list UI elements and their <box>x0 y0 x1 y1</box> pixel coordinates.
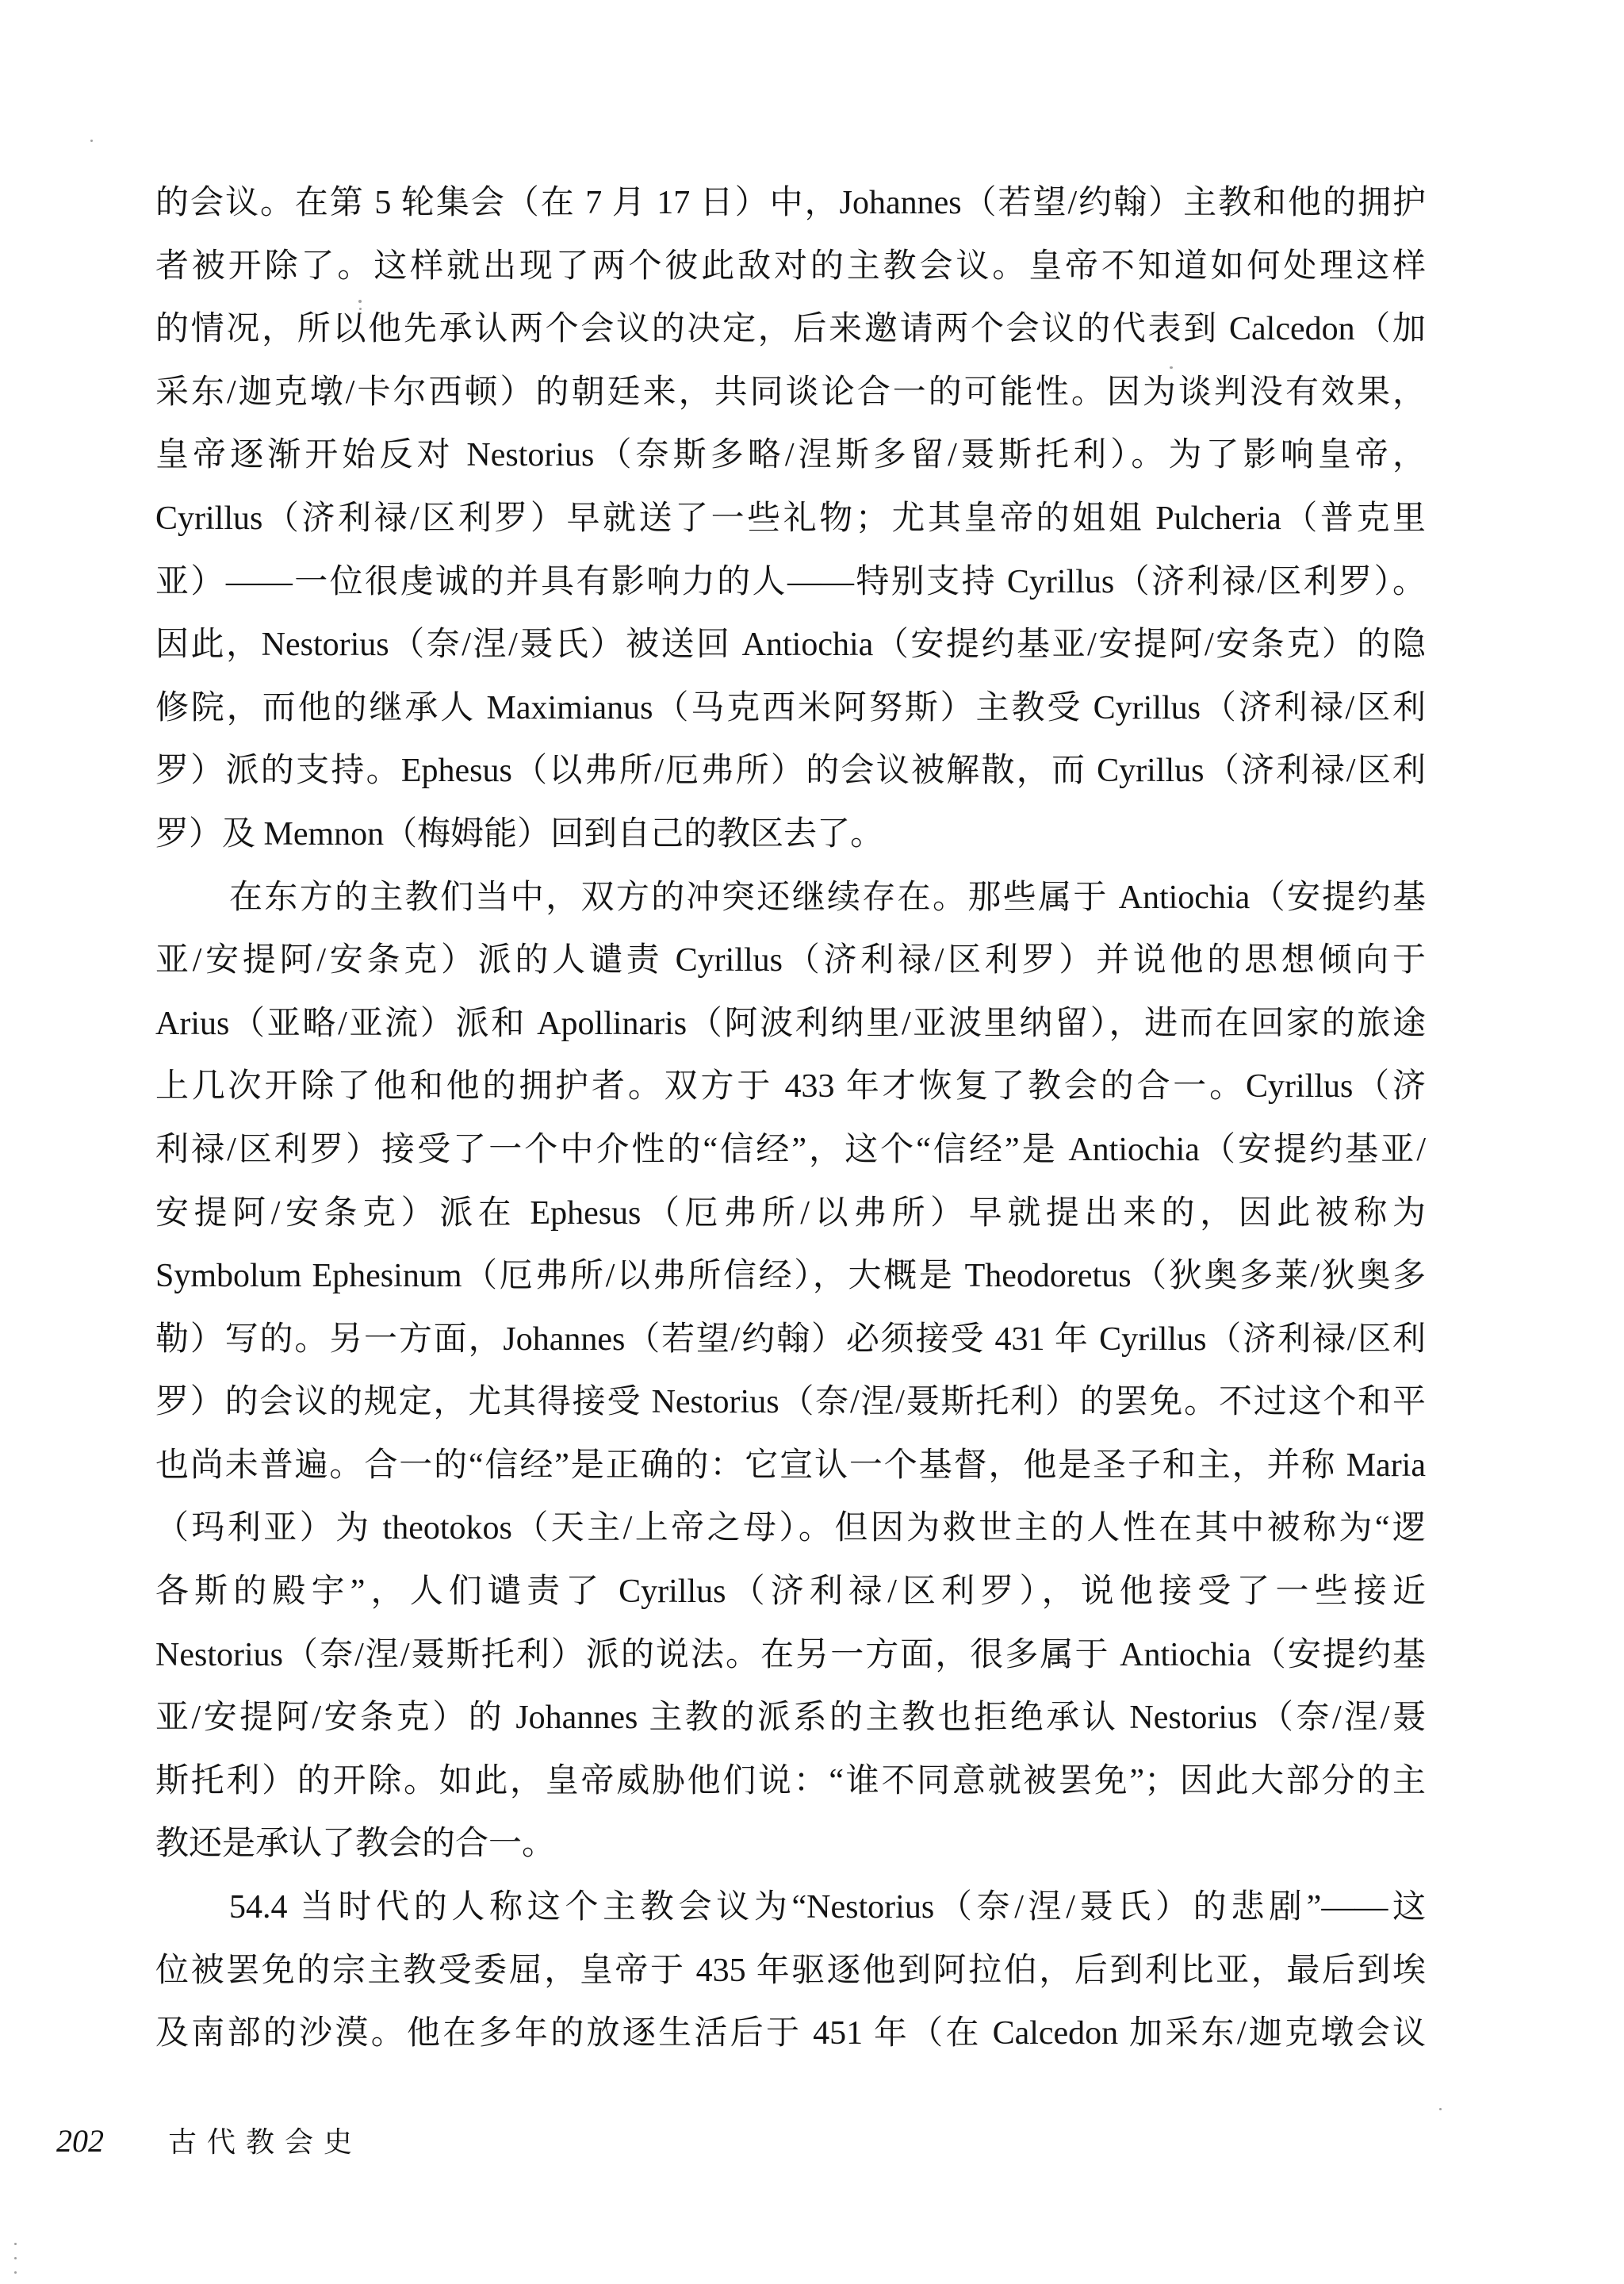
text-line: 的会议。在第 5 轮集会（在 7 月 17 日）中，Johannes（若望/约翰）主教和他的拥护 <box>155 185 1426 221</box>
text-line: 也尚未普遍。合一的“信经”是正确的：它宣认一个基督，他是圣子和主，并称 Maria <box>155 1447 1426 1484</box>
scan-speck <box>14 2257 17 2259</box>
text-line: 亚/安提阿/安条克）派的人谴责 Cyrillus（济利禄/区利罗）并说他的思想倾向于 <box>155 942 1426 979</box>
text-line: 斯托利）的开除。如此，皇帝威胁他们说：“谁不同意就被罢免”；因此大部分的主 <box>155 1762 1426 1799</box>
text-line: Symbolum Ephesinum（厄弗所/以弗所信经），大概是 Theodoretus（狄奥多莱/狄奥多 <box>155 1258 1426 1295</box>
paragraph <box>155 1876 1426 2066</box>
text-line: 因此，Nestorius（奈/涅/聂氏）被送回 Antiochia（安提约基亚/安提阿/安条克）的隐 <box>155 627 1426 664</box>
text-line: 上几次开除了他和他的拥护者。双方于 433 年才恢复了教会的合一。Cyrillus（济 <box>155 1068 1426 1106</box>
running-footer-title: 古代教会史 <box>168 2126 363 2158</box>
scan-speck <box>1439 2108 1442 2110</box>
text-line: 各斯的殿宇”，人们谴责了 Cyrillus（济利禄/区利罗），说他接受了一些接近 <box>155 1573 1426 1611</box>
text-line: 修院，而他的继承人 Maximianus（马克西米阿努斯）主教受 Cyrillus（济利禄/区利 <box>155 689 1426 726</box>
text-line: 及南部的沙漠。他在多年的放逐生活后于 451 年（在 Calcedon 加采东/迦克墩会议 <box>155 2015 1426 2052</box>
text-line: 在东方的主教们当中，双方的冲突还继续存在。那些属于 Antiochia（安提约基 <box>229 879 1426 916</box>
scan-speck <box>358 300 362 303</box>
text-line: 勒）写的。另一方面，Johannes（若望/约翰）必须接受 431 年 Cyrillus（济利禄/区利 <box>155 1320 1426 1358</box>
text-line: 54.4 当时代的人称这个主教会议为“Nestorius（奈/涅/聂氏）的悲剧”——这 <box>229 1889 1426 1926</box>
text-line: 罗）派的支持。Ephesus（以弗所/厄弗所）的会议被解散，而 Cyrillus（济利禄/区利 <box>155 753 1426 790</box>
scan-speck <box>90 140 93 142</box>
scan-speck <box>359 308 362 310</box>
page-body <box>155 172 1426 2066</box>
text-line: 者被开除了。这样就出现了两个彼此敌对的主教会议。皇帝不知道如何处理这样 <box>155 247 1426 285</box>
scan-speck <box>14 2271 17 2274</box>
page-number: 202 <box>56 2123 104 2159</box>
text-line: 采东/迦克墩/卡尔西顿）的朝廷来，共同谈论合一的可能性。因为谈判没有效果， <box>155 374 1426 411</box>
text-line: （玛利亚）为 theotokos（天主/上帝之母）。但因为救世主的人性在其中被称为“逻 <box>155 1510 1426 1547</box>
text-line: 利禄/区利罗）接受了一个中介性的“信经”，这个“信经”是 Antiochia（安提约基亚/ <box>155 1131 1426 1168</box>
text-line: 罗）的会议的规定，尤其得接受 Nestorius（奈/涅/聂斯托利）的罢免。不过这个和平 <box>155 1384 1426 1421</box>
text-line: 亚）——一位很虔诚的并具有影响力的人——特别支持 Cyrillus（济利禄/区利罗）。 <box>155 563 1426 600</box>
text-line: 罗）及 Memnon（梅姆能）回到自己的教区去了。 <box>155 815 884 853</box>
text-line: 亚/安提阿/安条克）的 Johannes 主教的派系的主教也拒绝承认 Nestorius（奈/涅/聂 <box>155 1700 1426 1737</box>
text-line: 皇帝逐渐开始反对 Nestorius（奈斯多略/涅斯多留/聂斯托利）。为了影响皇帝， <box>155 437 1426 474</box>
paragraph <box>155 172 1426 867</box>
text-line: Cyrillus（济利禄/区利罗）早就送了一些礼物；尤其皇帝的姐姐 Pulcheria（普克里 <box>155 500 1426 537</box>
text-line: Nestorius（奈/涅/聂斯托利）派的说法。在另一方面，很多属于 Antiochia（安提约基 <box>155 1636 1426 1673</box>
scan-speck <box>14 2243 17 2245</box>
paragraph <box>155 867 1426 1877</box>
text-line: Arius（亚略/亚流）派和 Apollinaris（阿波利纳里/亚波里纳留），进而在回家的旅途 <box>155 1005 1426 1042</box>
text-line: 的情况，所以他先承认两个会议的决定，后来邀请两个会议的代表到 Calcedon（加 <box>155 311 1426 348</box>
text-line: 教还是承认了教会的合一。 <box>155 1826 556 1863</box>
text-line: 位被罢免的宗主教受委屈，皇帝于 435 年驱逐他到阿拉伯，后到利比亚，最后到埃 <box>155 1952 1426 1989</box>
scan-speck <box>1170 366 1173 369</box>
text-line: 安提阿/安条克）派在 Ephesus（厄弗所/以弗所）早就提出来的，因此被称为 <box>155 1194 1426 1232</box>
